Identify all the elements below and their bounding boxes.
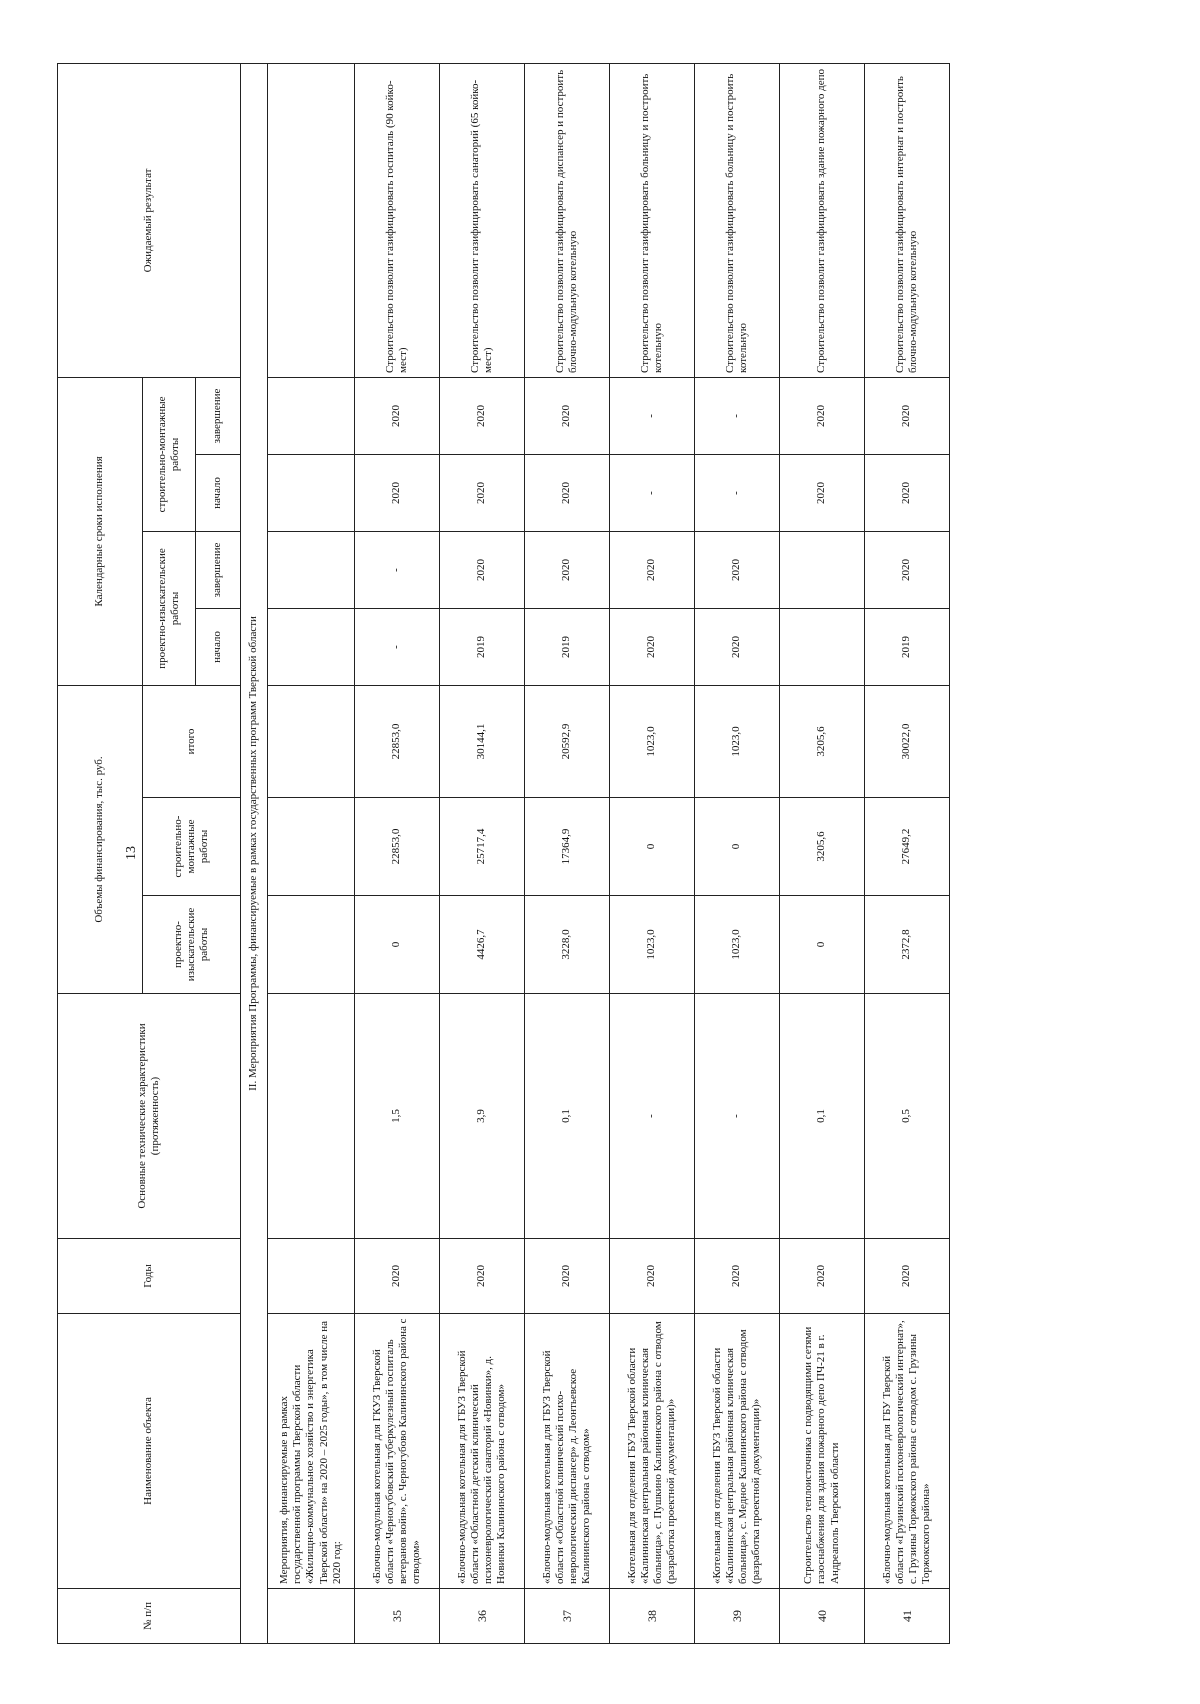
row-name: Строительство теплоисточника с подводящими сетями газоснабжения для здания пожарного депо ПЧ-21 в г. Андреаполь Тверской области [780,1314,865,1589]
program-table [57,63,950,1644]
row-result: Строительство позволит газифицировать здание пожарного депо [780,63,865,377]
table-row [440,63,525,1643]
row-build-start: 2020 [525,454,610,531]
row-year: 2020 [440,1239,525,1314]
rotated-table-sheet [57,64,947,1644]
row-spec: - [610,994,695,1239]
header-fin-design: проектно-изыскательские работы [143,896,241,994]
row-design-start: 2020 [610,608,695,685]
row-num: 38 [610,1589,695,1644]
header-sched-design: проектно-изыскательские работы [143,531,196,685]
table-cell [268,63,355,377]
table-cell [268,896,355,994]
row-fin-total: 30144,1 [440,685,525,797]
row-design-start [780,608,865,685]
row-build-end: - [695,377,780,454]
header-fin-total: итого [143,685,241,797]
row-spec: 0,5 [865,994,950,1239]
section-title: II. Мероприятия Программы, финансируемые в рамках государственных программ Тверской области [241,63,268,1643]
row-build-start: 2020 [780,454,865,531]
row-build-end: 2020 [440,377,525,454]
row-fin-total: 1023,0 [610,685,695,797]
row-fin-build: 17364,9 [525,798,610,896]
table-row [525,63,610,1643]
page-number: 13 [124,846,139,860]
row-design-start: 2020 [695,608,780,685]
row-fin-design: 2372,8 [865,896,950,994]
header-schedule: Календарные сроки исполнения [58,377,143,685]
header-name: Наименование объекта [58,1314,241,1589]
row-year: 2020 [865,1239,950,1314]
row-fin-design: 0 [355,896,440,994]
row-fin-total: 3205,6 [780,685,865,797]
row-build-end: 2020 [355,377,440,454]
row-design-start: 2019 [525,608,610,685]
row-design-end: 2020 [865,531,950,608]
table-cell [268,377,355,454]
header-num: № п/п [58,1589,241,1644]
table-cell [268,1239,355,1314]
intro-row-text: Мероприятия, финансируемые в рамках государственной программы Тверской области «Жилищно-коммунальное хозяйство и энергетика Тверской области» на 2020 – 2025 годы», в том числе на 2020 год: [268,1314,355,1589]
row-spec: 1,5 [355,994,440,1239]
row-build-end: - [610,377,695,454]
table-cell [268,685,355,797]
row-spec: 0,1 [525,994,610,1239]
table-row [355,63,440,1643]
header-result: Ожидаемый результат [58,63,241,377]
row-name: «Котельная для отделения ГБУЗ Тверской области «Калининская центральная районная клиническая больница», с. Пушкино Калининского района с отводом (разработка проектной документации)» [610,1314,695,1589]
row-year: 2020 [780,1239,865,1314]
row-design-end: 2020 [695,531,780,608]
row-build-start: 2020 [865,454,950,531]
row-name: «Блочно-модульная котельная для ГБУЗ Тверской области «Областной клинический психо-неврологический диспансер» д. Леонтьевское Калининского района с отводом» [525,1314,610,1589]
row-num: 41 [865,1589,950,1644]
row-year: 2020 [355,1239,440,1314]
row-build-end: 2020 [865,377,950,454]
row-design-end: 2020 [525,531,610,608]
row-fin-build: 27649,2 [865,798,950,896]
row-fin-total: 22853,0 [355,685,440,797]
row-build-start: 2020 [355,454,440,531]
header-sched-build: строительно-монтажные работы [143,377,196,531]
row-fin-build: 0 [610,798,695,896]
row-build-start: 2020 [440,454,525,531]
row-design-start: 2019 [865,608,950,685]
row-fin-total: 30022,0 [865,685,950,797]
row-build-start: - [695,454,780,531]
row-result: Строительство позволит газифицировать больницу и построить котельную [610,63,695,377]
row-spec: - [695,994,780,1239]
table-cell [268,531,355,608]
row-design-start: 2019 [440,608,525,685]
row-result: Строительство позволит газифицировать диспансер и построить блочно-модульную котельную [525,63,610,377]
row-build-end: 2020 [525,377,610,454]
row-design-end: - [355,531,440,608]
header-fin-build: строительно-монтажные работы [143,798,241,896]
header-build-end: завершение [196,377,241,454]
row-year: 2020 [610,1239,695,1314]
row-build-end: 2020 [780,377,865,454]
table-cell [268,454,355,531]
row-fin-design: 4426,7 [440,896,525,994]
row-result: Строительство позволит газифицировать интернат и построить блочно-модульную котельную [865,63,950,377]
header-design-start: начало [196,608,241,685]
row-num: 37 [525,1589,610,1644]
table-cell [268,1589,355,1644]
row-design-end: 2020 [610,531,695,608]
row-name: «Котельная для отделения ГБУЗ Тверской области «Калининская центральная районная клиническая больница», с. Медное Калининского района с отводом (разработка проектной документации)» [695,1314,780,1589]
table-row [610,63,695,1643]
row-year: 2020 [695,1239,780,1314]
header-years: Годы [58,1239,241,1314]
row-fin-total: 20592,9 [525,685,610,797]
row-spec: 0,1 [780,994,865,1239]
table-cell [268,994,355,1239]
header-finance: Объемы финансирования, тыс. руб. [58,685,143,993]
row-num: 36 [440,1589,525,1644]
table-row [865,63,950,1643]
row-fin-build: 22853,0 [355,798,440,896]
row-num: 39 [695,1589,780,1644]
row-build-start: - [610,454,695,531]
row-fin-build: 3205,6 [780,798,865,896]
table-cell [268,608,355,685]
header-build-start: начало [196,454,241,531]
row-fin-design: 0 [780,896,865,994]
header-specs: Основные технические характеристики (протяженность) [58,994,241,1239]
row-year: 2020 [525,1239,610,1314]
row-design-end [780,531,865,608]
row-name: «Блочно-модульная котельная для ГКУЗ Тверской области «Черногубовский туберкулезный госпиталь ветеранов войн», с. Черногубово Калининского района с отводом» [355,1314,440,1589]
row-num: 35 [355,1589,440,1644]
row-spec: 3,9 [440,994,525,1239]
row-result: Строительство позволит газифицировать санаторий (65 койко-мест) [440,63,525,377]
row-fin-total: 1023,0 [695,685,780,797]
row-name: «Блочно-модульная котельная для ГБУЗ Тверской области «Областной детский клинический психоневрологический санаторий «Новинки», д. Новинки Калининского района с отводом» [440,1314,525,1589]
row-name: «Блочно-модульная котельная для ГБУ Тверской области «Грузинский психоневрологический интернат», с. Грузины Торжокского района с отводом с. Грузины Торжокского района» [865,1314,950,1589]
row-fin-build: 25717,4 [440,798,525,896]
header-design-end: завершение [196,531,241,608]
row-design-end: 2020 [440,531,525,608]
row-fin-design: 3228,0 [525,896,610,994]
row-num: 40 [780,1589,865,1644]
row-result: Строительство позволит газифицировать госпиталь (90 койко-мест) [355,63,440,377]
row-result: Строительство позволит газифицировать больницу и построить котельную [695,63,780,377]
table-row [780,63,865,1643]
row-fin-build: 0 [695,798,780,896]
table-cell [268,798,355,896]
row-fin-design: 1023,0 [610,896,695,994]
row-fin-design: 1023,0 [695,896,780,994]
row-design-start: - [355,608,440,685]
table-row [695,63,780,1643]
